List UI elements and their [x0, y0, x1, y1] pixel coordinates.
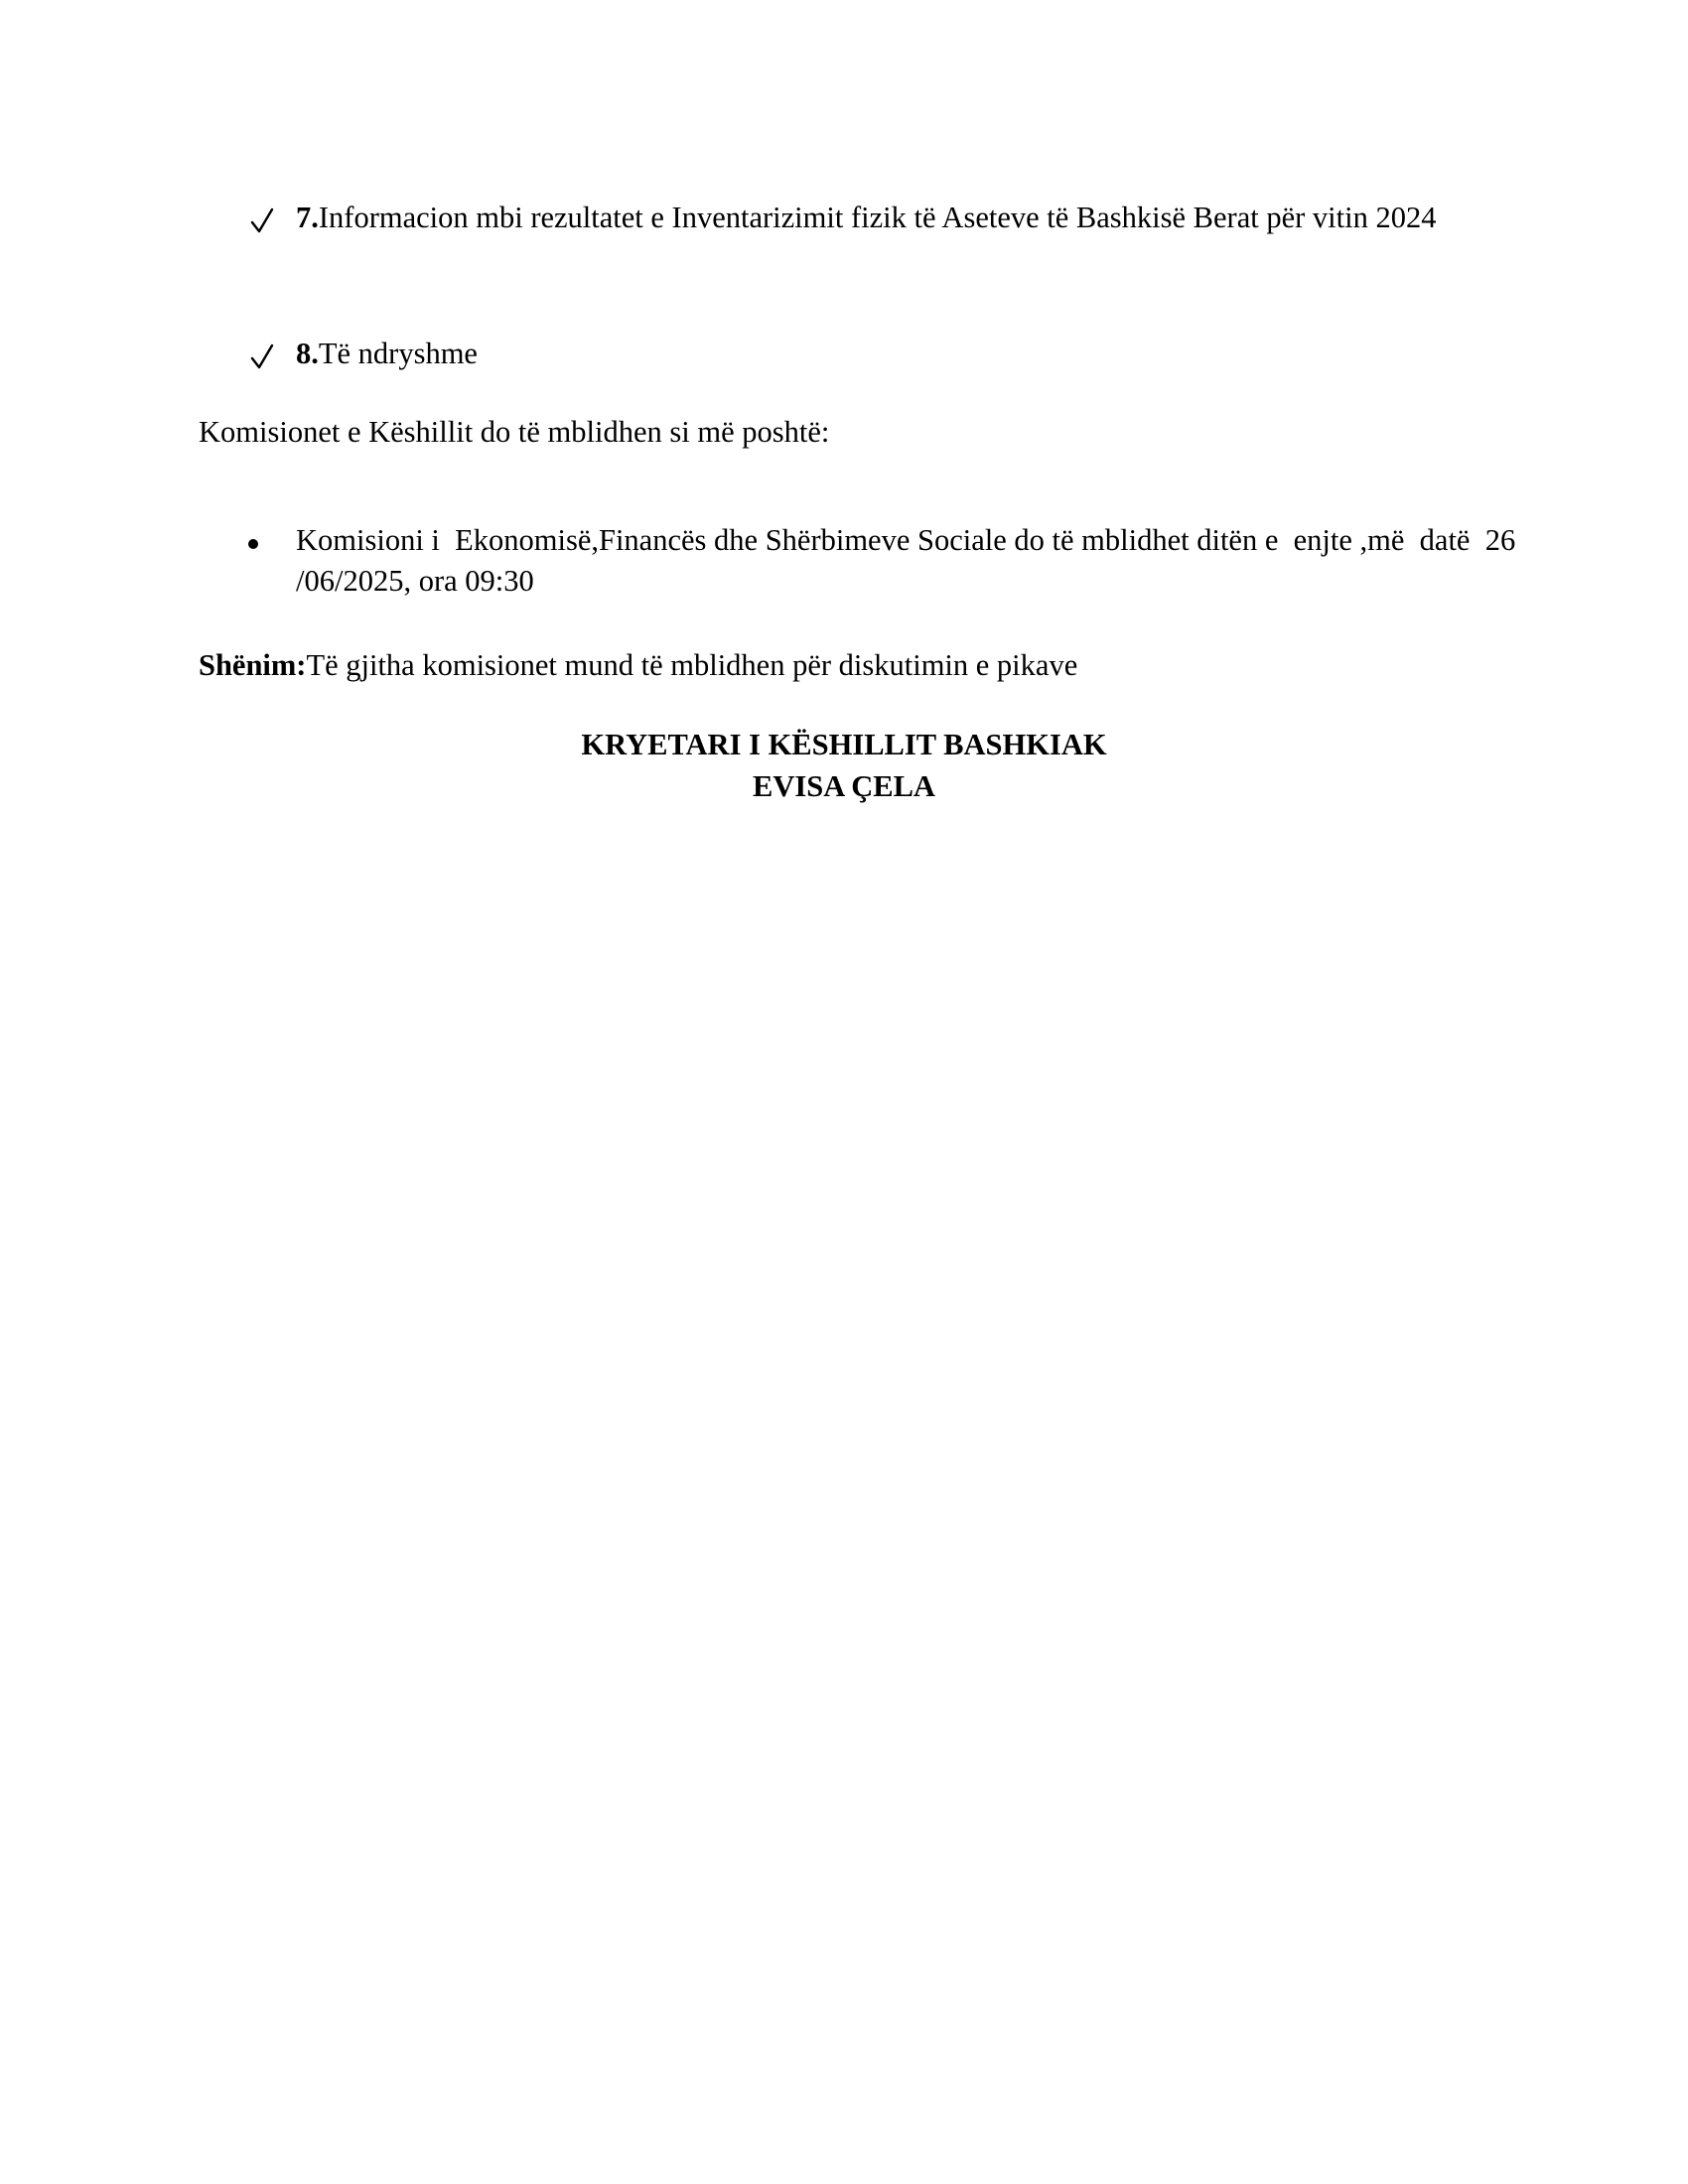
checkmark-icon: [250, 206, 296, 236]
signature-name: EVISA ÇELA: [753, 769, 935, 803]
agenda-item-text: [296, 189, 1521, 246]
bullet-icon: [246, 523, 296, 553]
commission-meeting-item: [246, 523, 1537, 602]
note-text: Të gjitha komisionet mund të mblidhen për diskutimin e pikave: [306, 648, 1078, 682]
signature-title: KRYETARI I KËSHILLIT BASHKIAK: [581, 728, 1107, 761]
agenda-item-number: 8.: [296, 337, 319, 370]
agenda-item-label: Të ndryshme: [318, 337, 478, 370]
signature-block: [0, 724, 1688, 807]
agenda-item-number: 7.: [296, 201, 319, 234]
agenda-item-text: [296, 325, 1521, 382]
agenda-item-8: [250, 339, 1521, 382]
note: [199, 648, 1509, 683]
commission-meeting-text: Komisioni i Ekonomisë,Financës dhe Shërbimeve Sociale do të mblidhet ditën e enjte ,më datë 26 /06/2025, ora 09:30: [296, 523, 1523, 598]
agenda-item-label: Informacion mbi rezultatet e Inventarizimit fizik të Aseteve të Bashkisë Berat për vitin 2024: [318, 201, 1437, 234]
checkmark-icon: [250, 342, 296, 372]
note-label: Shënim:: [199, 648, 307, 682]
commissions-intro: Komisionet e Këshillit do të mblidhen si më poshtë:: [199, 415, 830, 449]
agenda-item-7: [250, 203, 1521, 246]
